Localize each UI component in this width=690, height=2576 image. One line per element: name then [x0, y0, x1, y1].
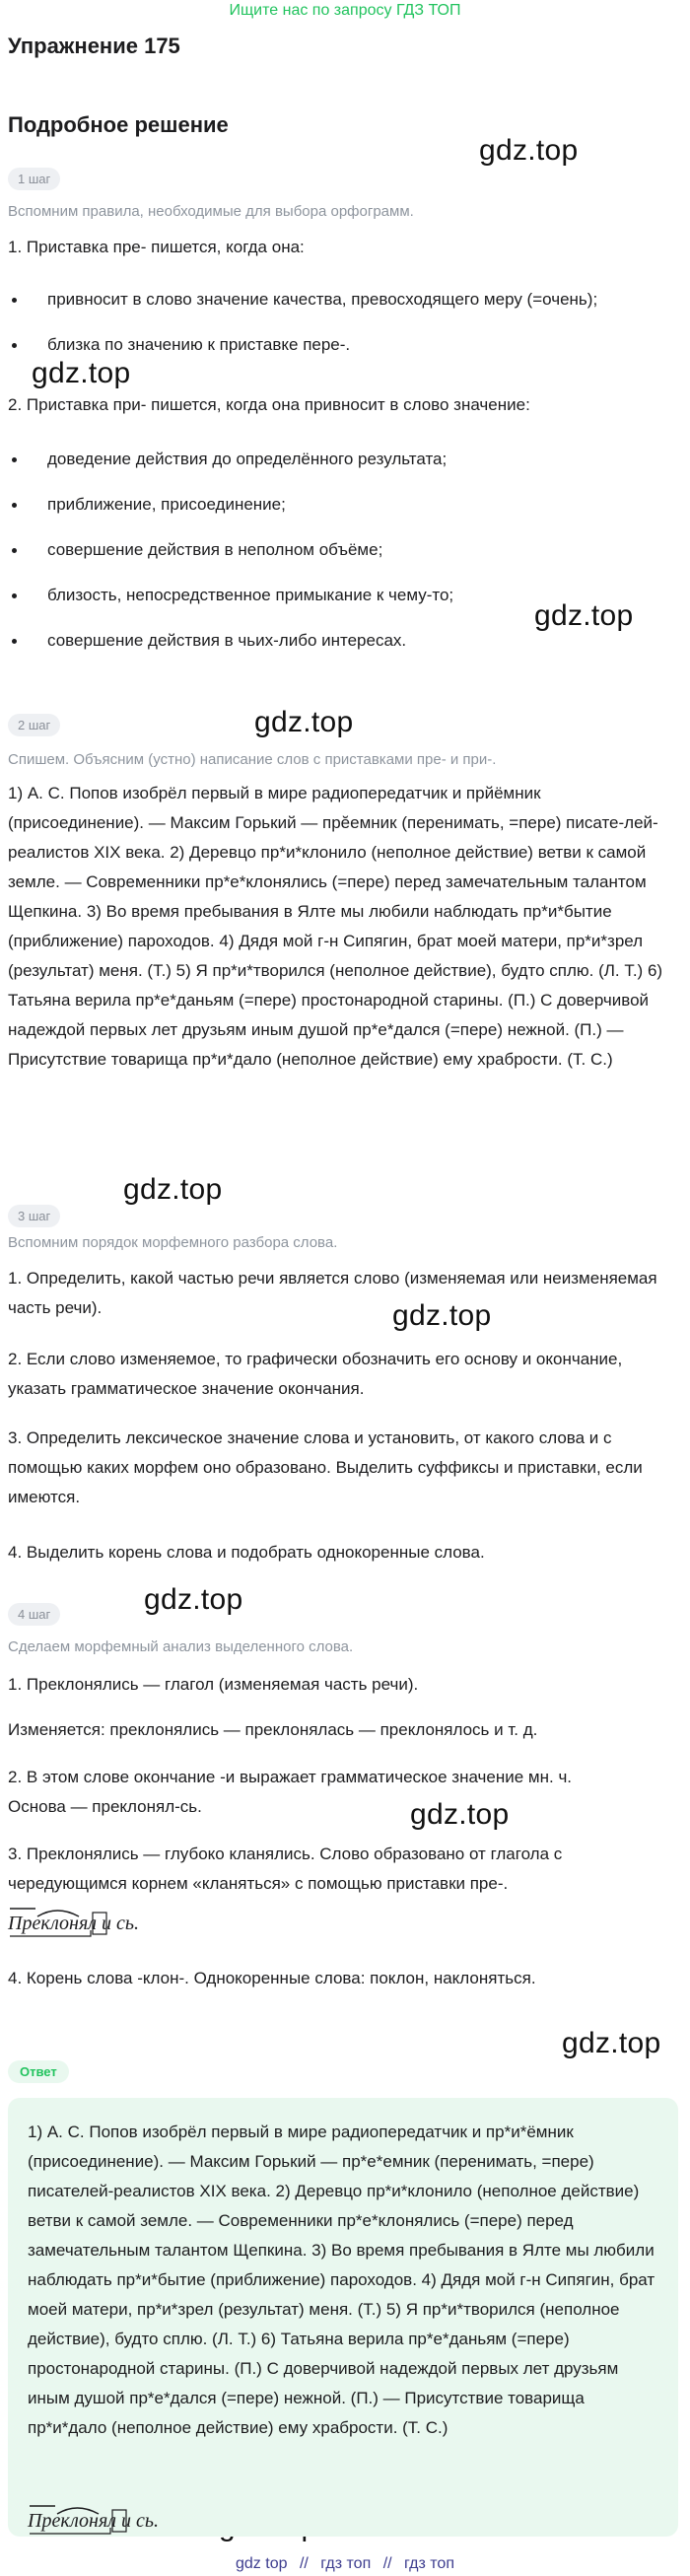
list-item	[30, 627, 670, 655]
footer-link[interactable]: гдз топ	[320, 2555, 372, 2572]
step4-line: 4. Корень слова -клон-. Однокоренные слова: поклон, наклоняться.	[8, 1969, 536, 1987]
morpheme-word: Преклонял и сь.	[8, 1913, 139, 1934]
footer-links	[0, 2555, 690, 2573]
list-item	[30, 491, 670, 519]
step-badge: 2 шаг	[8, 714, 60, 736]
list-item	[30, 286, 670, 313]
list-item	[30, 582, 670, 609]
list-item	[30, 536, 670, 564]
watermark: gdz.top	[32, 357, 131, 389]
step-badge: 3 шаг	[8, 1205, 60, 1227]
list-item-text: совершение действия в неполном объёме;	[47, 540, 383, 559]
rule-text: 2. Приставка при- пишется, когда она привносит в слово значение:	[8, 395, 530, 414]
bullet	[12, 343, 17, 348]
morpheme-marks	[8, 1903, 136, 1942]
bullet	[12, 639, 17, 644]
step-intro: Вспомним правила, необходимые для выбора орфограмм.	[8, 203, 414, 220]
answer-morpheme-diagram	[28, 2510, 159, 2533]
step-intro: Вспомним порядок морфемного разбора слова.	[8, 1234, 338, 1251]
list-item-text: доведение действия до определённого результата;	[47, 450, 448, 468]
step4-line: 3. Преклонялись — глубоко кланялись. Слово образовано от глагола с чередующимся корнем «кланяться» с помощью приставки пре-.	[8, 1845, 563, 1893]
step3-item: 1. Определить, какой частью речи является слово (изменяемая или неизменяемая часть речи).	[8, 1269, 657, 1317]
watermark: gdz.top	[534, 599, 634, 632]
footer-separator: //	[299, 2555, 309, 2572]
footer-separator: //	[382, 2555, 392, 2572]
list-item-text: близость, непосредственное примыкание к чему-то;	[47, 586, 454, 604]
step3-item: 3. Определить лексическое значение слова и установить, от какого слова и с помощью каких морфем оно образовано. Выделить суффиксы и приставки, если имеются.	[8, 1428, 643, 1506]
rule-text: 1. Приставка пре- пишется, когда она:	[8, 238, 305, 256]
answer-badge: Ответ	[8, 2060, 69, 2083]
bullet	[12, 548, 17, 553]
step4-line: 1. Преклонялись — глагол (изменяемая часть речи).	[8, 1675, 419, 1694]
step-badge: 1 шаг	[8, 168, 60, 190]
step3-item: 4. Выделить корень слова и подобрать однокоренные слова.	[8, 1543, 485, 1562]
step-badge: 4 шаг	[8, 1603, 60, 1626]
step-intro: Спишем. Объясним (устно) написание слов с приставками пре- и при-.	[8, 751, 497, 768]
step4-line: 2. В этом слове окончание -и выражает грамматическое значение мн. ч.	[8, 1768, 573, 1786]
exercise-title: Упражнение 175	[8, 34, 180, 58]
solution-title: Подробное решение	[8, 112, 229, 137]
watermark: gdz.top	[254, 706, 354, 738]
morpheme-diagram	[8, 1913, 139, 1935]
watermark: gdz.top	[144, 1583, 243, 1616]
watermark: gdz.top	[410, 1798, 510, 1831]
step3-item: 2. Если слово изменяемое, то графически обозначить его основу и окончание, указать грамматическое значение окончания.	[8, 1350, 623, 1398]
list-item	[30, 446, 670, 473]
step-intro: Сделаем морфемный анализ выделенного слова.	[8, 1638, 354, 1655]
list-item-text: близка по значению к приставке пере-.	[47, 335, 351, 354]
morpheme-marks	[28, 2500, 156, 2540]
step2-text: 1) А. С. Попов изобрёл первый в мире радиопередатчик и прйёмник (присоединение). — Максим Горький — прӗемник (перенимать, =пере) писате-лей-реалистов XIX века. 2) Деревцо пр*и*клонило (неполное действие) ветви к самой земле. — Современники пр*е*клонялись (=пере) перед замечательным талантом Щепкина. 3) Во время пребывания в Ялте мы любили наблюдать пр*и*бытие (приближение) пароходов. 4) Дядя мой г-н Сипягин, брат моей матери, пр*и*зрел (результат) меня. (Т.) 5) Я пр*и*творился (неполное действие), будто сплю. (Л. Т.) 6) Татьяна верила пр*е*даньям (=пере) простонародной старины. (П.) С доверчивой надеждой первых лет друзьям иным душой пр*е*дался (=пере) нежной. (П.) — Присутствие товарища пр*и*дало (неполное действие) ему храбрости. (Т. С.)	[8, 784, 663, 1069]
watermark: gdz.top	[562, 2027, 661, 2059]
list-item-text: привносит в слово значение качества, превосходящего меру (=очень);	[47, 290, 598, 309]
top-search-link[interactable]: Ищите нас по запросу ГДЗ ТОП	[229, 2, 461, 19]
list-item-text: совершение действия в чьих-либо интересах.	[47, 631, 407, 650]
list-item-text: приближение, присоединение;	[47, 495, 286, 514]
step4-line: Основа — преклонял-сь.	[8, 1797, 202, 1816]
answer-text: 1) А. С. Попов изобрёл первый в мире радиопередатчик и пр*и*ёмник (присоединение). — Максим Горький — пр*е*емник (перенимать, =пере) писателей-реалистов XIX века. 2) Деревцо пр*и*клонило (неполное действие) ветви к самой земле. — Современники пр*е*клонялись (=пере) перед замечательным талантом Щепкина. 3) Во время пребывания в Ялте мы любили наблюдать пр*и*бытие (приближение) пароходов. 4) Дядя мой г-н Сипягин, брат моей матери, пр*и*зрел (результат) меня. (Т.) 5) Я пр*и*творился (неполное действие), будто сплю. (Л. Т.) 6) Татьяна верила пр*е*даньям (=пере) простонародной старины. (П.) С доверчивой надеждой первых лет друзьям иным душой пр*е*дался (=пере) нежной. (П.) — Присутствие товарища пр*и*дало (неполное действие) ему храбрости. (Т. С.)	[28, 2123, 656, 2437]
bullet	[12, 457, 17, 462]
watermark: gdz.top	[392, 1299, 492, 1332]
footer-link[interactable]: gdz top	[236, 2555, 288, 2572]
bullet	[12, 503, 17, 508]
bullet	[12, 298, 17, 303]
watermark: gdz.top	[123, 1173, 223, 1206]
list-item	[30, 331, 670, 359]
bullet	[12, 593, 17, 598]
morpheme-word: Преклонял и сь.	[28, 2510, 159, 2532]
footer-link[interactable]: гдз топ	[404, 2555, 454, 2572]
step4-line: Изменяется: преклонялись — преклонялась — преклонялось и т. д.	[8, 1720, 538, 1739]
watermark: gdz.top	[479, 134, 579, 167]
